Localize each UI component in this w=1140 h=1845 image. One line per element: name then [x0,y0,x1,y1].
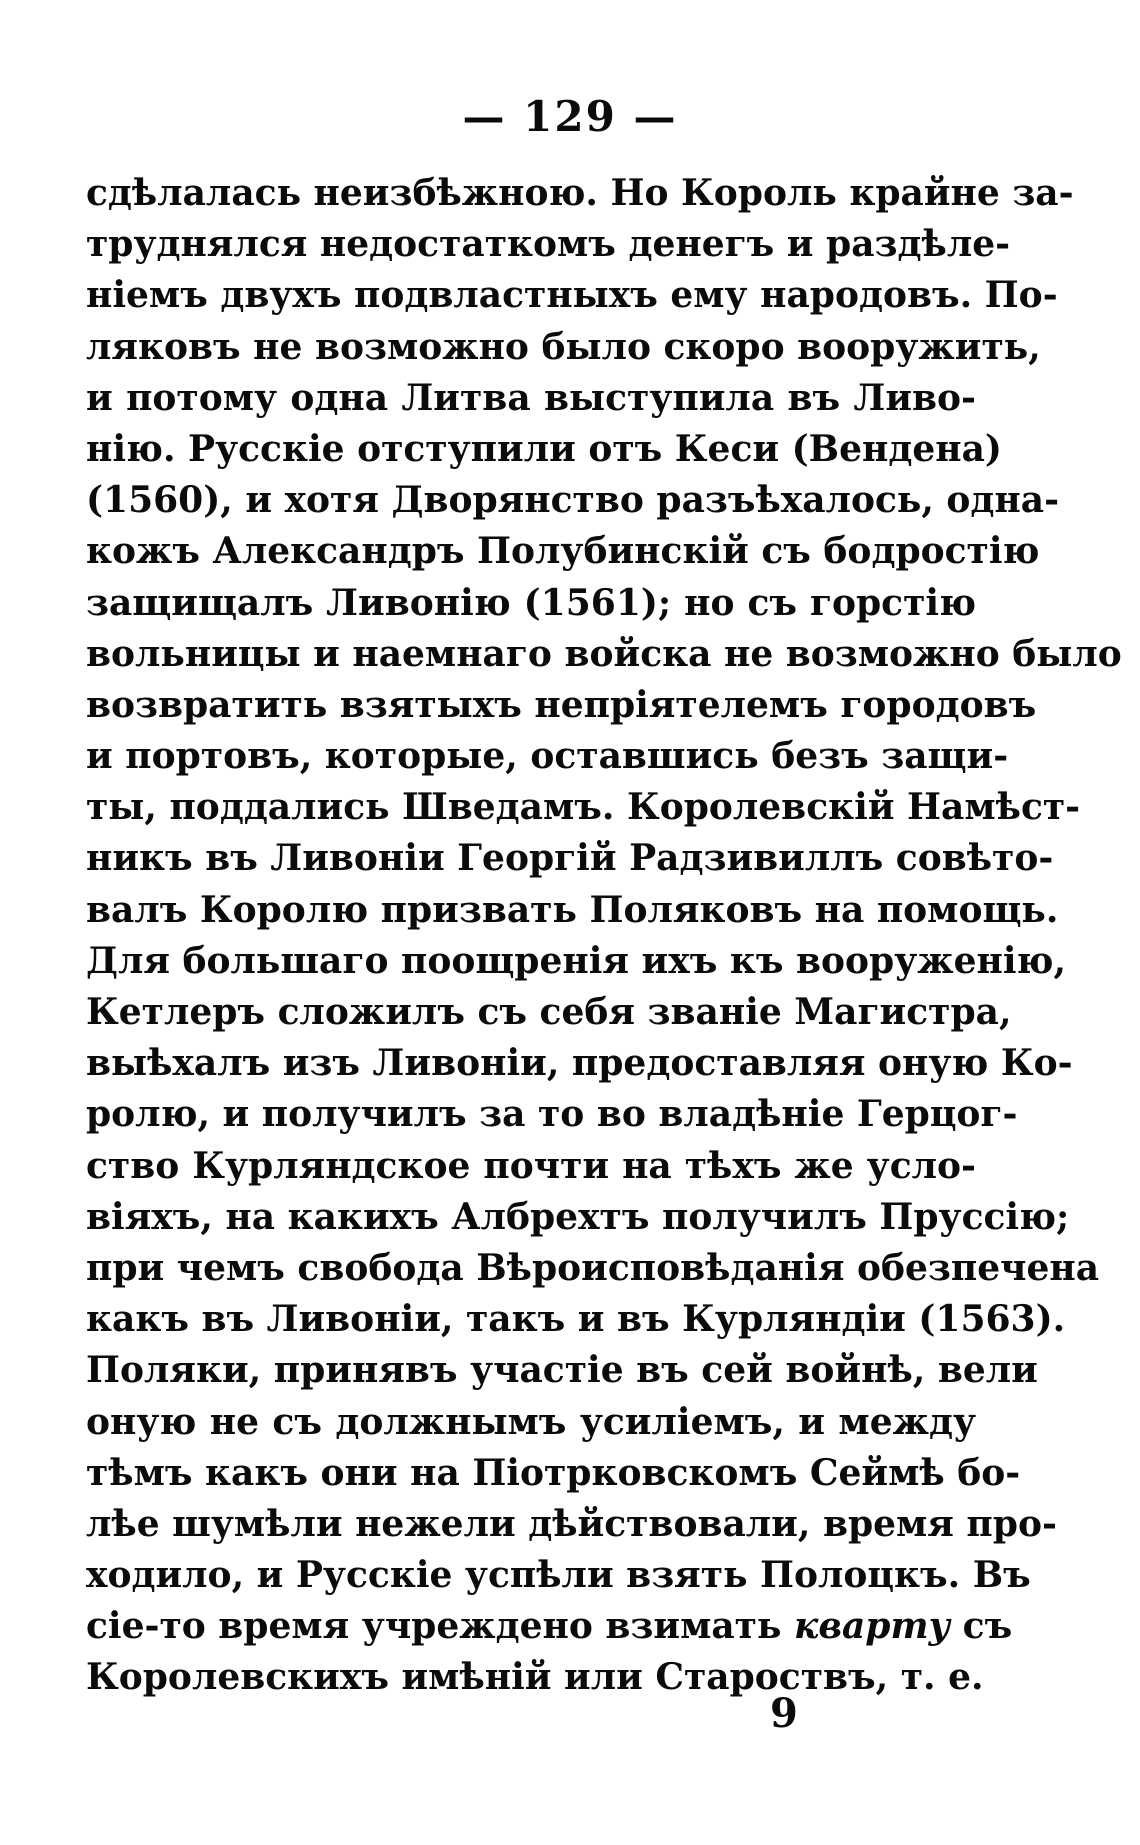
text-line: (1560), и хотя Дворянство разъѣхалось, одна- [86,479,1060,522]
text-line: кожъ Александръ Полубинскій съ бодростію [86,530,1040,573]
text-line-with-italic [86,1601,1013,1652]
body-text [86,168,1122,1704]
text-line: труднялся недостаткомъ денегъ и раздѣле- [86,223,1011,266]
text-line: Поляки, принявъ участіе въ сей войнѣ, вели [86,1349,1038,1392]
text-line: никъ въ Ливоніи Георгій Радзивиллъ совѣто- [86,837,1054,880]
text-line: тѣмъ какъ они на Піотрковскомъ Сеймѣ бо- [86,1451,1021,1494]
signature-mark: 9 [770,1690,798,1737]
text-line: ходило, и Русскіе успѣли взять Полоцкъ. Въ [86,1554,1031,1597]
text-line: Кетлеръ сложилъ съ себя званіе Магистра, [86,991,1012,1033]
text-line: какъ въ Ливоніи, такъ и въ Курляндіи (1563). [86,1298,1066,1341]
text-line: ство Курляндское почти на тѣхъ же усло- [86,1144,976,1187]
text-line: защищалъ Ливонію (1561); но съ горстію [86,581,976,624]
text-line: нію. Русскіе отступили отъ Кеси (Вендена) [86,427,1002,470]
text-line: лѣе шумѣли нежели дѣйствовали, время про- [86,1502,1057,1545]
text-segment: сіе-то время учреждено взимать [86,1605,794,1648]
text-line: Для большаго поощренія ихъ къ вооруженію, [86,939,1066,982]
text-segment: съ [950,1605,1013,1648]
text-line: вольницы и наемнаго войска не возможно было [86,632,1122,675]
text-line: ролю, и получилъ за то во владѣніе Герцог- [86,1093,1018,1136]
text-line: ніемъ двухъ подвластныхъ ему народовъ. По- [86,274,1058,317]
text-line: и портовъ, которые, оставшись безъ защи- [86,735,1009,778]
text-line: Королевскихъ имѣній или Староствъ, т. е. [86,1656,984,1699]
text-line: выѣхалъ изъ Ливоніи, предоставляя оную Ко- [86,1042,1073,1085]
text-line: сдѣлалась неизбѣжною. Но Король крайне за- [86,172,1074,214]
text-line: при чемъ свобода Вѣроисповѣданія обезпечена [86,1246,1100,1289]
page-number-header: — 129 — [462,92,678,141]
italic-term: кварту [793,1605,951,1648]
text-line: оную не съ должнымъ усиліемъ, и между [86,1400,976,1443]
text-line: віяхъ, на какихъ Албрехтъ получилъ Пруссію; [86,1195,1070,1238]
text-line: возвратить взятыхъ непріятелемъ городовъ [86,683,1037,726]
text-line: и потому одна Литва выступила въ Ливо- [86,376,976,419]
text-line: ляковъ не возможно было скоро вооружить, [86,325,1041,368]
text-line: ты, поддались Шведамъ. Королевскій Намѣст- [86,786,1081,829]
text-line: валъ Королю призвать Поляковъ на помощь. [86,888,1059,931]
